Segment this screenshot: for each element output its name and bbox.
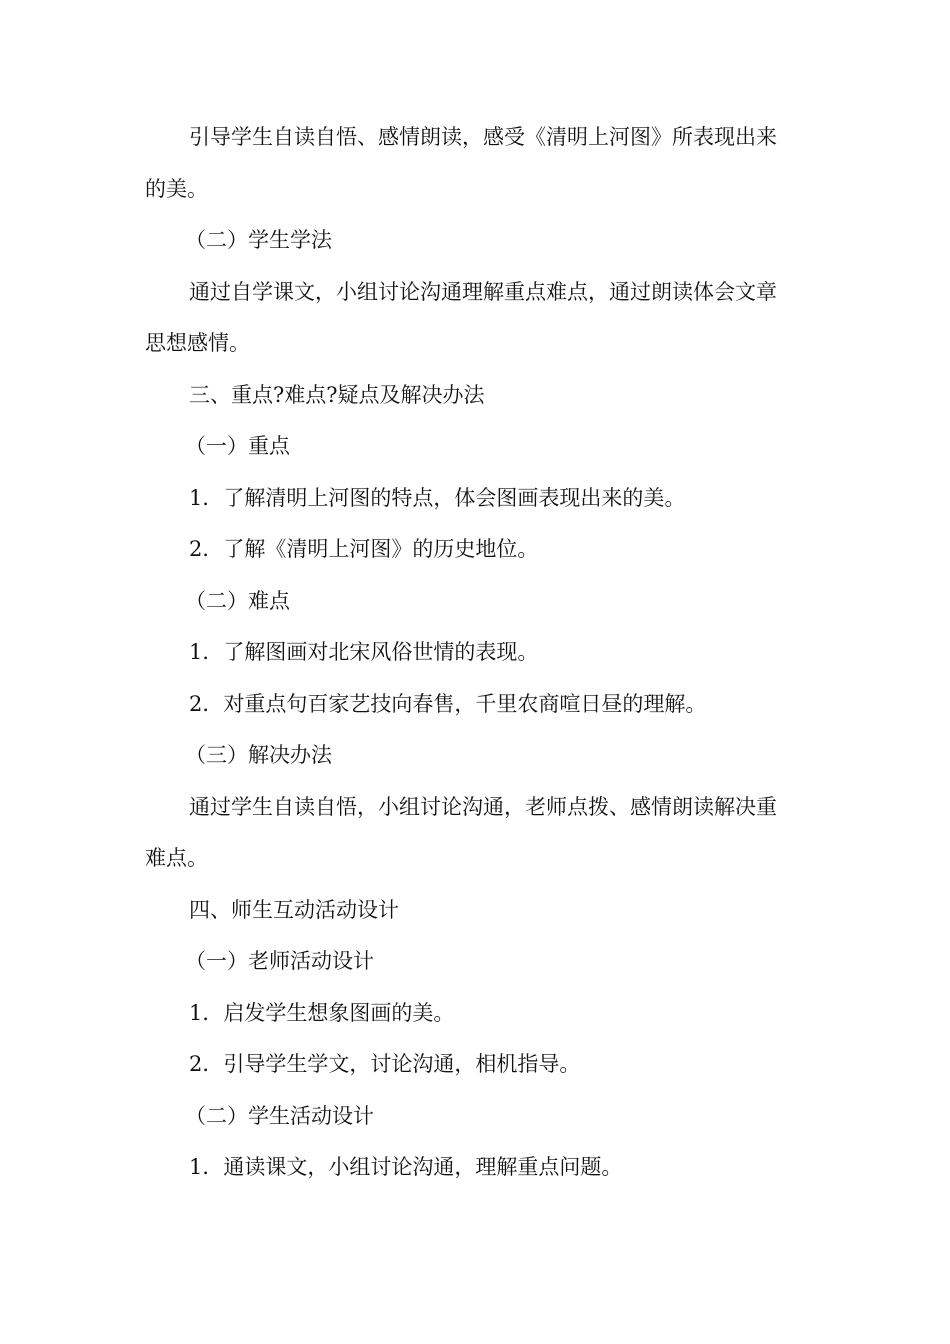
list-item: 2．引导学生学文，讨论沟通，相机指导。 [189, 1052, 581, 1076]
list-item: 1．了解清明上河图的特点，体会图画表现出来的美。 [189, 485, 686, 510]
list-item: 1．通读课文，小组讨论沟通，理解重点问题。 [189, 1155, 623, 1179]
list-item: 2．了解《清明上河图》的历史地位。 [189, 537, 539, 561]
section-heading: 三、重点?难点?疑点及解决办法 [189, 382, 485, 407]
paragraph: 通过自学课文，小组讨论沟通理解重点难点，通过朗读体会文章思想感情。 [145, 279, 777, 355]
list-item: 1．启发学生想象图画的美。 [189, 1000, 455, 1025]
section-heading: （二）难点 [185, 588, 290, 613]
section-heading: （一）重点 [185, 434, 290, 458]
section-heading: （二）学生学法 [185, 228, 332, 252]
paragraph: 引导学生自读自悟、感情朗读，感受《清明上河图》所表现出来的美。 [145, 125, 777, 201]
section-heading: （二）学生活动设计 [185, 1103, 374, 1128]
section-heading: （三）解决办法 [185, 743, 332, 767]
list-item: 1．了解图画对北宋风俗世情的表现。 [189, 640, 539, 664]
list-item: 2．对重点句百家艺技向春售，千里农商喧日昼的理解。 [189, 691, 707, 716]
section-heading: 四、师生互动活动设计 [189, 897, 399, 922]
document-page [145, 112, 795, 1194]
section-heading: （一）老师活动设计 [185, 949, 374, 973]
paragraph: 通过学生自读自悟，小组讨论沟通，老师点拨、感情朗读解决重难点。 [145, 794, 777, 870]
